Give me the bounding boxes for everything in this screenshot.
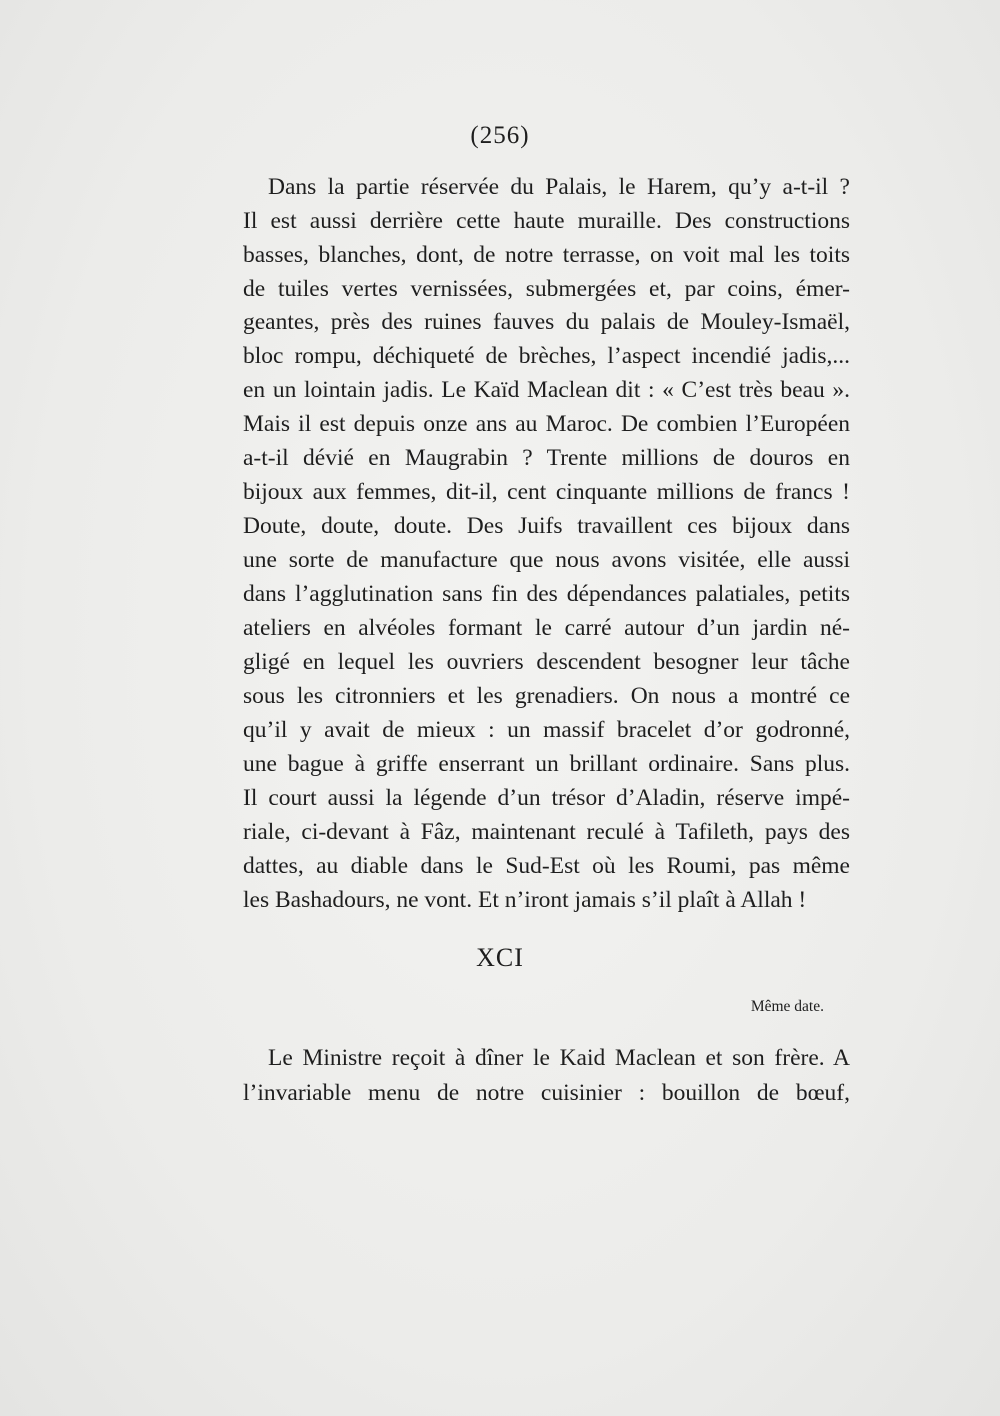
section-dateline: Même date.: [750, 998, 824, 1015]
text-line: gligé en lequel les ouvriers descendent besogner leur tâche: [243, 649, 850, 675]
text-line: a-t-il dévié en Maugrabin ? Trente millions de douros en: [243, 445, 850, 471]
text-line: en un lointain jadis. Le Kaïd Maclean dit : « C’est très beau ».: [243, 377, 850, 403]
text-line: Il est aussi derrière cette haute muraille. Des constructions: [243, 208, 850, 234]
text-line: l’invariable menu de notre cuisinier : bouillon de bœuf,: [243, 1080, 850, 1106]
text-line: une bague à griffe enserrant un brillant ordinaire. Sans plus.: [243, 751, 850, 777]
text-line: sous les citronniers et les grenadiers. On nous a montré ce: [243, 683, 850, 709]
text-line: une sorte de manufacture que nous avons visitée, elle aussi: [243, 547, 850, 573]
text-line: bijoux aux femmes, dit-il, cent cinquante millions de francs !: [243, 479, 850, 505]
text-line: ateliers en alvéoles formant le carré autour d’un jardin né-: [243, 615, 850, 641]
text-line: qu’il y avait de mieux : un massif bracelet d’or godronné,: [243, 717, 850, 743]
text-line: les Bashadours, ne vont. Et n’iront jamais s’il plaît à Allah !: [243, 887, 807, 913]
text-line: Dans la partie réservée du Palais, le Harem, qu’y a-t-il ?: [268, 174, 850, 200]
text-line: riale, ci-devant à Fâz, maintenant reculé à Tafileth, pays des: [243, 819, 850, 845]
text-line: Il court aussi la légende d’un trésor d’Aladin, réserve impé-: [243, 785, 850, 811]
text-line: dans l’agglutination sans fin des dépendances palatiales, petits: [243, 581, 850, 607]
text-line: de tuiles vertes vernissées, submergées et, par coins, émer-: [243, 276, 850, 302]
section-heading: XCI: [476, 943, 524, 972]
text-line: Le Ministre reçoit à dîner le Kaid Maclean et son frère. A: [268, 1045, 850, 1071]
text-line: Mais il est depuis onze ans au Maroc. De combien l’Européen: [243, 411, 850, 437]
text-line: geantes, près des ruines fauves du palais de Mouley-Ismaël,: [243, 309, 850, 335]
text-line: Doute, doute, doute. Des Juifs travaillent ces bijoux dans: [243, 513, 850, 539]
page-number: (256): [470, 122, 530, 149]
text-line: dattes, au diable dans le Sud-Est où les Roumi, pas même: [243, 853, 850, 879]
text-line: bloc rompu, déchiqueté de brèches, l’aspect incendié jadis,...: [243, 343, 850, 369]
text-line: basses, blanches, dont, de notre terrasse, on voit mal les toits: [243, 242, 850, 268]
